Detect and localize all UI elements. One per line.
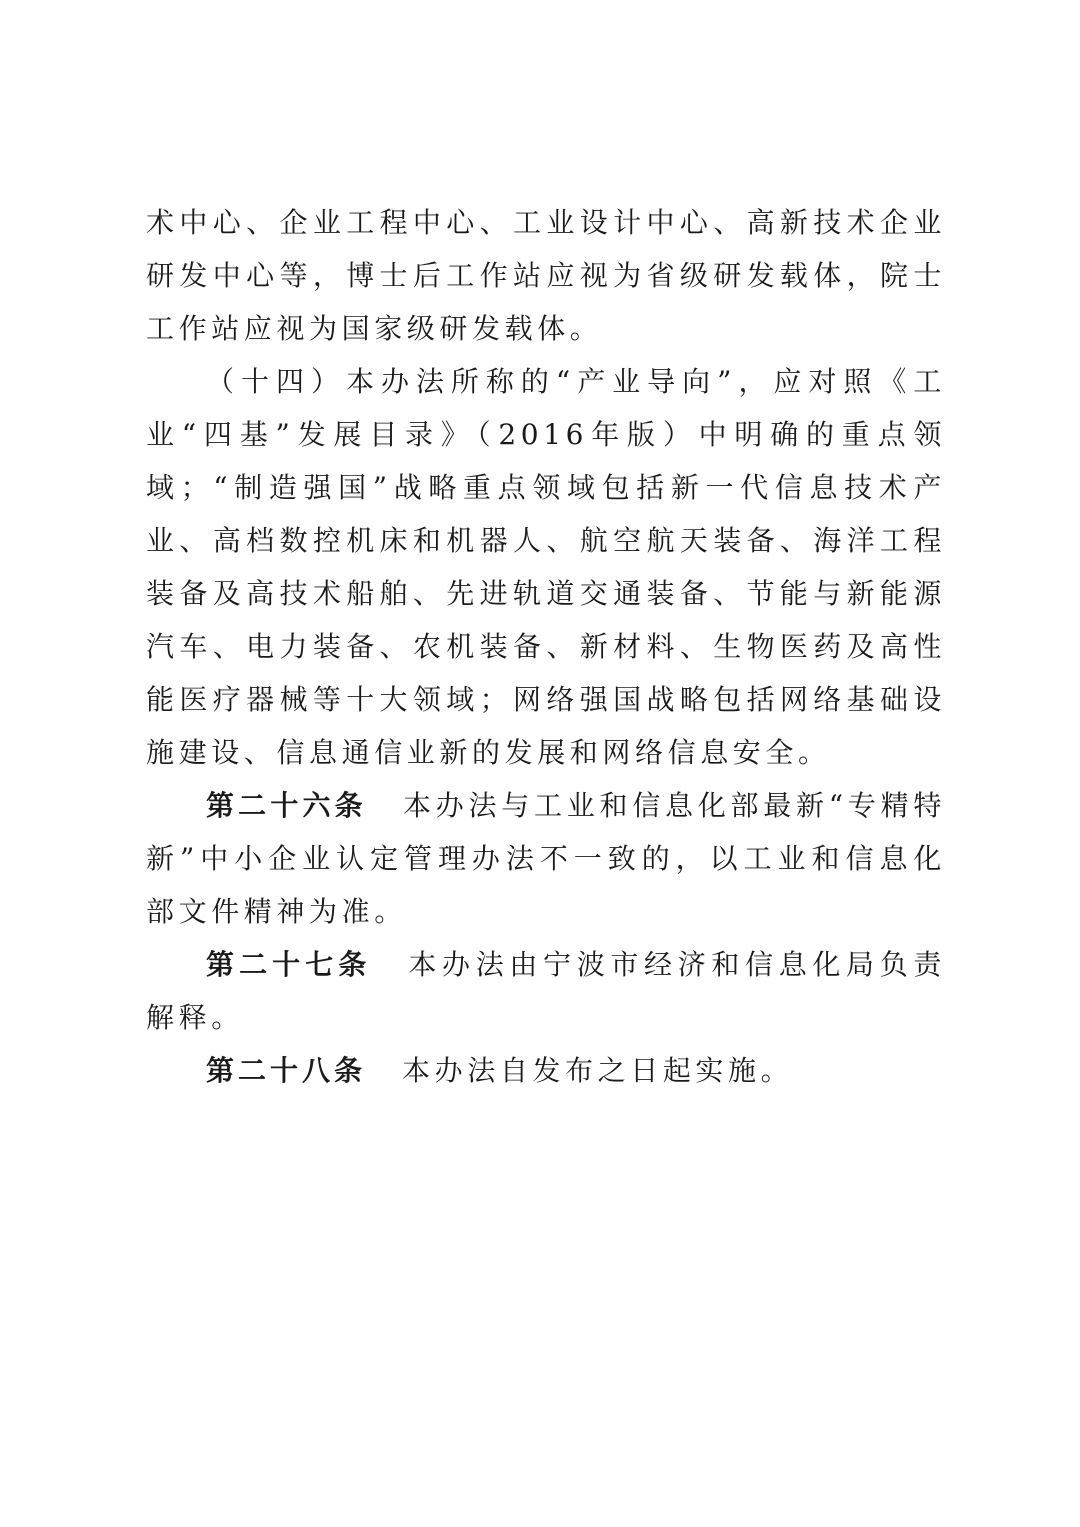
paragraph-item-14: （十四）本办法所称的“产业导向”，应对照《工业“四基”发展目录》（2016年版）中明确的重点领域；“制造强国”战略重点领域包括新一代信息技术产业、高档数控机床和机器人、航空航天装备、海洋工程装备及高技术船舶、先进轨道交通装备、节能与新能源汽车、电力装备、农机装备、新材料、生物医药及高性能医疗器械等十大领域；网络强国战略包括网络基础设施建设、信息通信业新的发展和网络信息安全。 (146, 365, 946, 769)
article-28 (146, 1044, 946, 1097)
article-28-heading: 第二十八条 (206, 1054, 367, 1087)
document-body (146, 196, 946, 1097)
article-27-heading: 第二十七条 (206, 948, 372, 981)
paragraph-continuation: 术中心、企业工程中心、工业设计中心、高新技术企业研发中心等，博士后工作站应视为省级研发载体，院士工作站应视为国家级研发载体。 (146, 206, 946, 345)
article-27 (146, 938, 946, 1044)
article-26-body: 本办法与工业和信息化部最新“专精特新”中小企业认定管理办法不一致的，以工业和信息化部文件精神为准。 (146, 789, 946, 928)
article-26-heading: 第二十六条 (206, 789, 367, 822)
article-27-body: 本办法由宁波市经济和信息化局负责解释。 (146, 948, 946, 1034)
article-28-body: 本办法自发布之日起实施。 (402, 1054, 794, 1087)
article-26 (146, 779, 946, 938)
